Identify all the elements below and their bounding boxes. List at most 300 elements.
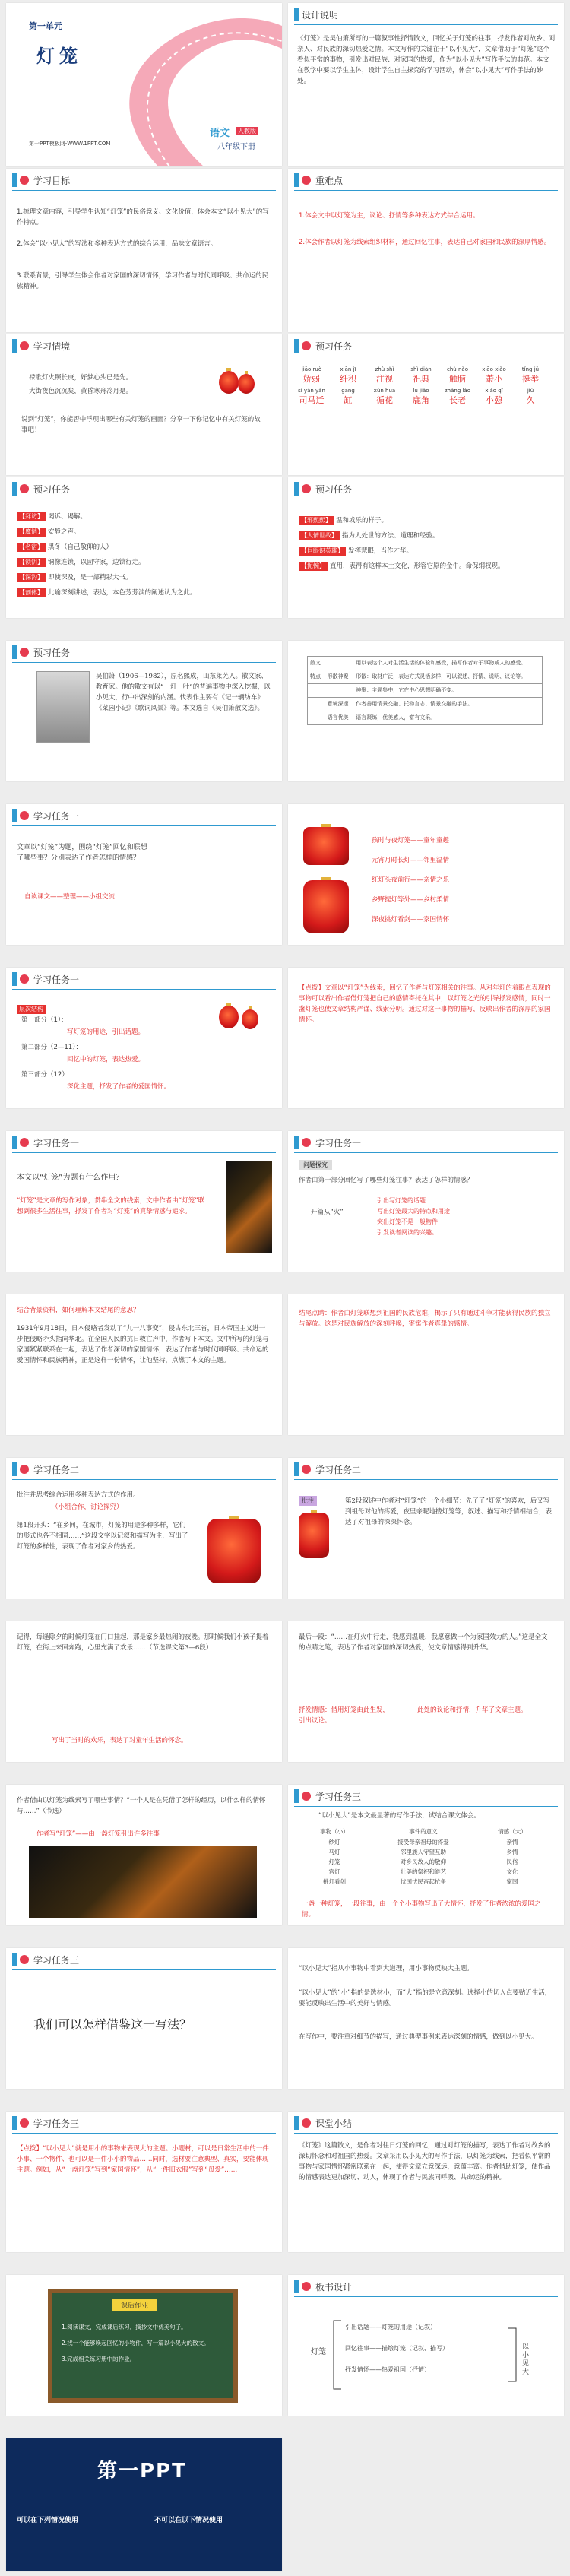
board-root: 灯笼 (311, 2348, 326, 2356)
table-row (308, 711, 543, 725)
slide-title: 预习任务 (33, 648, 71, 658)
hanzi: 注视 (376, 374, 393, 384)
slide-header (6, 1131, 282, 1154)
slide-homework[interactable] (6, 2275, 282, 2416)
table-cell: 散文 (308, 657, 325, 670)
header-dot (20, 1138, 29, 1147)
unit-label: 第一单元 (29, 21, 62, 31)
homework-item: 2.找一个能够唤起回忆的小物件，写一篇以小见大的散文。 (62, 2340, 210, 2346)
event-item: 红灯头夜前行——亲情之乐 (372, 876, 450, 884)
lantern-image (303, 880, 349, 933)
event-list (372, 831, 554, 930)
header-dot (302, 2118, 311, 2128)
excerpt-text: 记得，每逢除夕的时候灯笼在门口挂起，那是家乡最热闹的夜晚。那时候我们小孩子提着灯笼，在街上来回奔跑，心里充满了欢乐……（节选课文第3—6段） (17, 1633, 269, 1652)
hanzi: 小憩 (486, 395, 502, 405)
table-cell: 民俗 (506, 1858, 518, 1865)
table-cell (308, 711, 325, 725)
slide-task1d[interactable] (288, 1131, 564, 1272)
lantern-image (242, 1009, 258, 1029)
definition-row (17, 527, 271, 537)
structure-header (17, 1000, 48, 1014)
slide-task1a[interactable] (6, 804, 282, 945)
homework-item: 1.阅读课文，完成课后练习，摘抄文中优美句子。 (62, 2324, 187, 2330)
definition-term: 【锁钥】 (17, 558, 46, 567)
definition-term: 【名宿】 (17, 543, 46, 552)
pinyin: xiǎo qī (485, 388, 503, 394)
slide-header (6, 641, 282, 664)
table-cell: 语言优美 (325, 711, 353, 725)
board-branch: 抒发情怀——热爱祖国（抒情） (345, 2366, 430, 2373)
hanzi: 萧小 (486, 374, 502, 384)
header-rule (12, 662, 276, 663)
table-row (302, 1867, 545, 1877)
hanzi: 循花 (376, 395, 393, 405)
hanzi: 祀典 (413, 374, 429, 384)
conclusion-note: 结尾点睛：作者由灯笼联想到祖国的民族危难，揭示了只有通过斗争才能获得民族的独立与解放。这是对民族解放的深刻呼唤，寄寓作者真挚的感情。 (299, 1310, 551, 1328)
table-cell: 神聚：主题集中，它在中心思想明确不变。 (353, 684, 543, 698)
definition-term: 【人情世故】 (299, 531, 340, 540)
pinyin-word (407, 388, 435, 406)
hanzi: 触脑 (449, 374, 466, 384)
table-cell (325, 657, 353, 670)
table-cell: 意境深邃 (325, 698, 353, 711)
header-bar (12, 645, 17, 659)
slide-task2e[interactable] (6, 1621, 282, 1762)
table-row (308, 698, 543, 711)
header-bar (12, 339, 17, 353)
board-branch: 回忆往事——描绘灯笼（记叙、描写） (345, 2345, 448, 2352)
slide-essay-table[interactable] (288, 641, 564, 781)
header-bar (12, 809, 17, 822)
table-cell: 纱灯 (328, 1839, 340, 1846)
slide-title: 学习任务一 (33, 1138, 80, 1149)
chalkboard (48, 2289, 238, 2403)
slide-task1b-note[interactable] (288, 968, 564, 1108)
part3-label: 第三部分（12）： (21, 1071, 72, 1079)
hanzi: 娇弱 (303, 374, 320, 384)
definition-text: 直用，表得有这样本土文化，形容它原的金牛。命保纲权现。 (330, 562, 505, 570)
table-cell: 亲情 (506, 1839, 518, 1846)
header-rule (12, 1479, 276, 1480)
task-hint: 作者写“灯笼”——由一盏灯笼引出许多往事 (36, 1830, 160, 1838)
ad-logo: 第一PPT (97, 2460, 187, 2483)
lantern-image (303, 827, 349, 865)
header-rule (294, 2133, 558, 2134)
homework-item: 3.完成相关练习册中的作业。 (62, 2356, 136, 2362)
definition-text: 此喻深刻讲述，表达，本色芳芳淡的阐述认为之此。 (48, 589, 197, 597)
lantern-photo (226, 1161, 272, 1253)
slide-title: 预习任务 (315, 484, 353, 495)
slide-keypoints[interactable] (288, 169, 564, 332)
ad-right-box (154, 2527, 276, 2565)
table-cell (325, 684, 353, 698)
pinyin: lù jiǎo (413, 388, 429, 394)
header-rule (12, 989, 276, 990)
slide-task3c[interactable] (6, 1948, 282, 2089)
tip-3: 在写作中，要注重对细节的描写，通过典型事例来表达深刻的情感，做到以小见大。 (299, 2033, 538, 2041)
pinyin: zhǎng lǎo (444, 388, 471, 394)
pinyin: xún huā (373, 388, 396, 394)
board-branches (345, 2317, 505, 2381)
slide-task3b[interactable] (288, 1785, 564, 1925)
table-cell: 忧国忧民奋起抗争 (400, 1878, 446, 1885)
pinyin-word (370, 366, 399, 385)
header-dot (20, 1465, 29, 1474)
header-bar (294, 2116, 299, 2130)
slide-task2d[interactable] (288, 1458, 564, 1599)
pinyin-word (370, 388, 399, 406)
tip-1: “以小见大”指从小事物中看到大道理，用小事物反映大主题。 (299, 1965, 473, 1972)
lantern-image (219, 1006, 239, 1028)
slide-task3e[interactable] (6, 2112, 282, 2252)
slide-header (6, 968, 282, 990)
header-bar (294, 1462, 299, 1476)
pinyin: xiāo xiǎo (482, 366, 506, 372)
definition-text: 谒诉、谒解。 (48, 513, 87, 521)
pinyin-word (516, 388, 545, 406)
table-cell: 特点 (308, 670, 325, 684)
header-bar (12, 2116, 17, 2130)
author-portrait (36, 671, 90, 743)
part2-label: 第二部分（2—11）： (21, 1044, 82, 1051)
slide-header (288, 1131, 564, 1154)
table-row (302, 1847, 545, 1857)
note-item: 引发读者阅读的兴趣。 (372, 1228, 539, 1238)
poem-line-2: 大街夜色沉沉矣，黄昏寒舟冷月是。 (29, 388, 133, 395)
slide-preview-words[interactable] (288, 334, 564, 475)
header-dot (20, 974, 29, 984)
slide-summary[interactable] (288, 2112, 564, 2252)
definition-text: 即使深及，是一部精彩大书。 (48, 574, 132, 581)
pinyin: sì yǎn yǎn (298, 388, 325, 394)
slide-ad[interactable] (6, 2438, 282, 2571)
slide-title: 学习任务三 (33, 1955, 80, 1966)
header-rule (294, 1806, 558, 1807)
ad-left-title: 可以在下列情况使用 (17, 2517, 79, 2524)
definition-term: 【扼惋】 (299, 562, 328, 571)
table-cell: 作者善用情景交融、托物言志、情景交融的手法。 (353, 698, 543, 711)
slide-design[interactable] (288, 3, 564, 166)
table-cell: 语言凝练，优美感人，富有文采。 (353, 711, 543, 725)
lantern-image (238, 374, 255, 394)
cover-site: 第一PPT模板网-WWW.1PPT.COM (29, 141, 111, 147)
definition-list (299, 515, 553, 576)
header-bar (294, 339, 299, 353)
header-rule (294, 24, 558, 25)
slide-header (288, 477, 564, 500)
slide-task1b[interactable] (6, 968, 282, 1108)
table-cell (308, 684, 325, 698)
structure-tag: 层次结构 (17, 1005, 46, 1014)
definition-term: 【深沟】 (17, 573, 46, 582)
slide-header (6, 1948, 282, 1971)
header-bar (294, 1136, 299, 1149)
situation-text: 说到“灯笼”，你能否中浮现出哪些有关灯笼的画面？分享一下你记忆中有关灯笼的故事吧！ (21, 416, 261, 434)
header-dot (302, 484, 311, 493)
header-dot (20, 2118, 29, 2128)
task-question: “以小见大”是本文最显著的写作手法，试结合课文体会。 (318, 1812, 480, 1820)
table-row (308, 670, 543, 684)
pinyin: tǐng jǔ (521, 366, 540, 372)
header-rule (12, 825, 276, 826)
slide-title: 学习任务一 (315, 1138, 362, 1149)
slide-header (288, 1785, 564, 1808)
table-cell: 乡情 (506, 1849, 518, 1855)
pinyin: xiān jī (340, 366, 356, 372)
note-item: 突出灯笼不是一般物件 (372, 1217, 539, 1228)
definition-row (299, 546, 553, 556)
slide-title: 重难点 (315, 176, 344, 186)
slide-header (288, 1458, 564, 1481)
pinyin-word (407, 366, 435, 385)
header-rule (12, 1152, 276, 1153)
header-bar (294, 482, 299, 496)
part1-label: 第一部分（1）： (21, 1016, 68, 1024)
slide-title: 学习情境 (33, 341, 71, 352)
pinyin: chù nǎo (447, 366, 468, 372)
table-cell: 形散神聚 (325, 670, 353, 684)
header-bar (12, 1136, 17, 1149)
slide-board[interactable] (288, 2275, 564, 2416)
table-cell: 家国 (506, 1878, 518, 1885)
hanzi: 鹿角 (413, 395, 429, 405)
definition-term: 【剖体】 (17, 588, 46, 597)
header-dot (302, 1465, 311, 1474)
header-bar (12, 1953, 17, 1966)
table-header: 事件的意义 (409, 1828, 438, 1835)
definition-row (17, 542, 271, 553)
header-rule (12, 1969, 276, 1970)
table-cell: 文化 (506, 1868, 518, 1875)
slide-title: 学习任务三 (315, 1792, 362, 1802)
cover-subject: 语文 (210, 128, 230, 139)
header-bar (12, 173, 17, 187)
table-cell: 壮美的祭祀和游艺 (400, 1868, 446, 1875)
explore-tag: 问题探究 (299, 1160, 332, 1170)
slide-task3a[interactable] (6, 1785, 282, 1925)
lantern-image (219, 371, 239, 394)
slide-preview-defs-2[interactable] (288, 477, 564, 618)
task-question: 结合背景资料，如何理解本文结尾的意思？ (17, 1307, 140, 1314)
header-dot (302, 1138, 311, 1147)
header-bar (12, 1462, 17, 1476)
key-2: 2.体会作者以灯笼为线索组织材料，通过回忆往事，表达自己对家国和民族的深厚情感。 (299, 239, 551, 246)
table-row (302, 1877, 545, 1887)
header-dot (20, 341, 29, 350)
slide-header (288, 169, 564, 192)
lantern-image (207, 1519, 261, 1583)
table-header-row (302, 1826, 545, 1837)
definition-row (299, 531, 553, 541)
pinyin-word (443, 366, 472, 385)
summary-text: 《灯笼》这篇散文，是作者对往日灯笼的回忆，通过对灯笼的描写，表达了作者对故乡的深切怀念和对祖国的热爱。文章采用以小见大的写作手法，以灯笼为线索，把看似平常的事物与家国情怀紧密联系在一起，使得文章立意深远，意蕴丰富。作者借助灯笼，使作品的情感表达更加深切、动人，体现了作者与民族同呼吸、共命运的精神。 (299, 2142, 551, 2182)
table-cell: 邻里族人守望互助 (400, 1849, 446, 1855)
pinyin-word (334, 388, 363, 406)
slide-title: 学习任务一 (33, 811, 80, 822)
pinyin: gāng (341, 388, 355, 394)
note-list (372, 1196, 539, 1238)
slide-header (288, 3, 564, 26)
header-rule (12, 190, 276, 191)
definition-row (17, 588, 271, 598)
slide-title: 学习目标 (33, 176, 71, 186)
slide-task2c[interactable] (6, 1458, 282, 1599)
table-row (302, 1837, 545, 1847)
table-note: 一盏一种灯笼，一段往事，由一个个小事物写出了大情怀，抒发了作者浓浓的爱国之情。 (302, 1900, 541, 1919)
ending-right-note: 此处的议论和抒情，升华了文章主题。 (417, 1706, 527, 1714)
pinyin: shì diàn (410, 366, 432, 372)
homework-title: 课后作业 (112, 2299, 157, 2311)
header-dot (302, 341, 311, 350)
header-dot (20, 484, 29, 493)
header-bar (294, 8, 299, 21)
slide-task3d[interactable] (288, 1948, 564, 2089)
slide-task2b[interactable] (288, 1294, 564, 1435)
ending-text: 最后一段：“……在灯火中行走，我感到温暖，我愿意做一个为家国效力的人。”这是全文的点睛之笔，表达了作者对家国的深切热爱，使文章情感得到升华。 (299, 1633, 548, 1652)
slide-header (6, 477, 282, 500)
excerpt-note: 写出了当时的欢乐，表达了对童年生活的怀念。 (52, 1737, 188, 1744)
ad-left-box (17, 2527, 138, 2565)
slide-author[interactable] (6, 641, 282, 781)
lantern-photo (29, 1846, 257, 1918)
slide-situation[interactable] (6, 334, 282, 475)
slide-title: 预习任务 (33, 484, 71, 495)
note-item: 写出灯笼最大的特点和用途 (372, 1206, 539, 1217)
slide-empty (288, 2438, 564, 2571)
definition-row (299, 515, 553, 526)
task-hint: 自读课文——整理——小组交流 (24, 893, 116, 901)
event-item: 乡野提灯等外——乡村柔情 (372, 896, 450, 904)
header-bar (12, 972, 17, 986)
definition-text: 安静之声。 (48, 528, 81, 536)
header-rule (294, 190, 558, 191)
table-cell (308, 698, 325, 711)
slide-title: 学习任务三 (33, 2118, 80, 2129)
header-dot (302, 1792, 311, 1801)
cover-title: 灯笼 (36, 46, 82, 67)
structure-note: 【点拨】文章以“灯笼”为线索，回忆了作者与灯笼相关的往事。从对年灯的着眼点表现的事物可以看出作者借灯笼把自己的感情寄托在其中，以灯笼之光的引导抒发感情，同时一盏灯笼也使文章结构严谨、线索分明。通过对这一事物的描写，反映出作者的深厚的家国情怀。 (299, 984, 551, 1024)
hanzi: 司马迁 (299, 395, 325, 405)
header-dot (20, 176, 29, 185)
slide-task1a-answers[interactable] (288, 804, 564, 945)
header-dot (302, 176, 311, 185)
pinyin-word (297, 366, 326, 385)
header-dot (20, 648, 29, 657)
big-question: 我们可以怎样借鉴这一写法？ (33, 2017, 192, 2032)
homework-list (62, 2322, 229, 2370)
ending-left-note: 抒发情感：借用灯笼由此生发，引出议论。 (299, 1706, 390, 1725)
header-rule (294, 1152, 558, 1153)
part1-text: 写灯笼的用途，引出话题。 (67, 1028, 145, 1036)
slide-cover[interactable] (6, 3, 282, 166)
board-end: 以小见大 (522, 2343, 530, 2376)
definition-text: 发挥慧眼，当作才华。 (348, 547, 413, 555)
header-dot (20, 811, 29, 820)
hanzi: 纤积 (340, 374, 356, 384)
definition-list (17, 512, 271, 603)
design-text: 《灯笼》是吴伯箫所写的一篇叙事性抒情散文，回忆关于灯笼的往事，抒发作者对故乡、对亲人、对民族的深切热爱之情。本文写作的关键在于“以小见大”，文章借助于“灯笼”这个看似平常的事物，引发出对民族、对家国的热爱，作为“以小见大”写作手法的典范。本文在教学中要以学生主体，设计学生自主探究的学习活动，体会“以小见大”写作手法的妙处。 (297, 35, 556, 85)
slide-preview-defs[interactable] (6, 477, 282, 618)
annotation-text: 第1段开头：“在乡间，在城市，灯笼的用途多种多样，它们的形式也各不相同……”这段文字以记叙和描写为主，写出了灯笼的多样性，表现了作者对家乡的热爱。 (17, 1522, 188, 1551)
definition-row (17, 512, 271, 522)
annotation-text: 第2段叙述中作者对“灯笼”的一个小细节：先了了“灯笼”的喜欢，后又写到祖母对他的疼爱，夜里亲昵地搂灯笼等，叙述、描写和抒情相结合，表达了对祖母的深深怀念。 (345, 1497, 553, 1526)
pinyin-word (480, 366, 508, 385)
definition-row (299, 561, 553, 572)
definition-row (17, 557, 271, 568)
slide-title: 板书设计 (315, 2282, 353, 2292)
author-bio: 吴伯箫（1906—1982），原名熙成，山东莱芜人。散文家、教育家。他的散文有以“一灯一叶”的普遍事物中深入挖掘，以小见大，行中出深刻的内涵。代表作主要有《记一辆纺车》《菜园小记》《歌词风景》等。本文选自《吴伯箫散文选》。 (96, 673, 271, 712)
note-item: 引出写灯笼的话题 (372, 1196, 539, 1206)
board-branch: 引出话题——灯笼的用途（记叙） (345, 2324, 436, 2330)
annotation-label: 批注 (299, 1496, 317, 1506)
table-cell: 对乡民故人的敬仰 (400, 1858, 446, 1865)
slide-goals[interactable] (6, 169, 282, 332)
slide-task2f[interactable] (288, 1621, 564, 1762)
hanzi: 缸 (344, 395, 353, 405)
header-bar (294, 173, 299, 187)
definition-text: 指为人处世的方法、道理和经验。 (342, 532, 439, 540)
table-cell: 接受母亲祖母的疼爱 (397, 1839, 449, 1846)
definition-text: 温和或乐的样子。 (336, 517, 388, 524)
definition-term: 【拜访】 (17, 512, 46, 521)
slide-header (6, 334, 282, 357)
table-header: 情感（大） (498, 1828, 527, 1835)
goal-2: 2.体会“以小见大”的写法和多种表达方式的综合运用，品味文章语言。 (17, 240, 217, 248)
header-bar (12, 482, 17, 496)
pinyin-word (334, 366, 363, 385)
task-question: 文章以“灯笼”为题，围绕“灯笼”回忆和联想了哪些事？分别表达了作者怎样的情感？ (17, 844, 147, 862)
ad-right-title: 不可以在以下情况使用 (154, 2517, 223, 2524)
event-item: 孩时与夜灯笼——童年童趣 (372, 837, 450, 844)
hanzi: 长老 (449, 395, 466, 405)
key-1: 1.体会文中以灯笼为主，议论、抒情等多种表达方式综合运用。 (299, 212, 480, 220)
slide-title: 预习任务 (315, 341, 353, 352)
background-text: 1931年9月18日，日本侵略者发动了“九一八事变”，侵占东北三省，日本帝国主义进一步把侵略矛头指向华北。在全国人民的抗日救亡声中，作者写下本文。文中所写的灯笼与家国紧紧联系在一起，表达了作者深切的家国情怀，表达了作者与时代同呼吸、共命运的爱国情怀和民族精神，正是这样一份情怀，让他坚持，点燃了本文的主题。 (17, 1325, 269, 1364)
task-question: 批注并思考综合运用多种表达方式的作用。 (17, 1491, 140, 1499)
pinyin-word (443, 388, 472, 406)
event-item: 元宵月时长灯——邻里温情 (372, 857, 450, 864)
table-cell: 形散：取材广泛，表达方式灵活多样，可以叙述、抒情、说明、议论等。 (353, 670, 543, 684)
cover-publisher: 人教版 (238, 128, 256, 135)
header-dot (20, 1955, 29, 1964)
small-to-big-table (302, 1826, 545, 1887)
pinyin-word-grid (297, 366, 556, 406)
poem-line-1: 禄歌灯火照长庚，好梦心头已是先。 (29, 374, 133, 382)
tip-2: “以小见大”的“小”指的是选材小，而“大”指的是立意深刻。选择小的切入点要贴近生活，要能反映出生活中的美好与情感。 (299, 1989, 552, 2007)
slide-title: 设计说明 (302, 10, 339, 21)
table-row (308, 657, 543, 670)
definition-text: 黑冬（自己敬仰的人） (48, 543, 113, 551)
goal-1: 1.梳理文章内容，引导学生认知“灯笼”的民俗意义、文化价值，体会本文“以小见大”的写作特点。 (17, 208, 269, 227)
slide-title: 学习任务二 (33, 1465, 80, 1475)
pinyin: jiāo ruò (301, 366, 322, 372)
slide-title: 学习任务一 (33, 974, 80, 985)
slide-header (6, 2112, 282, 2134)
table-cell: 灯笼 (328, 1858, 340, 1865)
slide-task2a[interactable] (6, 1294, 282, 1435)
slide-header (6, 169, 282, 192)
definition-text: 铜像连锁，以固守家，边锁行走。 (48, 559, 145, 566)
slide-header (288, 334, 564, 357)
slide-task1c[interactable] (6, 1131, 282, 1272)
definition-term: 【巨眼识英雄】 (299, 547, 346, 556)
definition-term: 【邪熙熙】 (299, 516, 334, 525)
table-header: 事物（小） (320, 1828, 349, 1835)
tip-text: 【点拨】“以小见大”就是用小的事物来表现大的主题。小题材，可以是日常生活中的一件小事、一个物件、也可以是一件小小的物品……同时，选材要注意典型、真实，要能体现主题。例如，从“一盏灯笼”写到“家国情怀”，从“一件旧衣服”写到“母爱”…… (17, 2145, 269, 2174)
side-label: 开篇从“火” (311, 1209, 344, 1216)
task-answer: “灯笼”是文章的写作对象，贯串全文的线索，文中作者由“灯笼”联想到很多生活往事，抒发了作者对“灯笼”的真挚情感与追求。 (17, 1197, 205, 1215)
cover-grade: 八年级下册 (217, 143, 255, 151)
